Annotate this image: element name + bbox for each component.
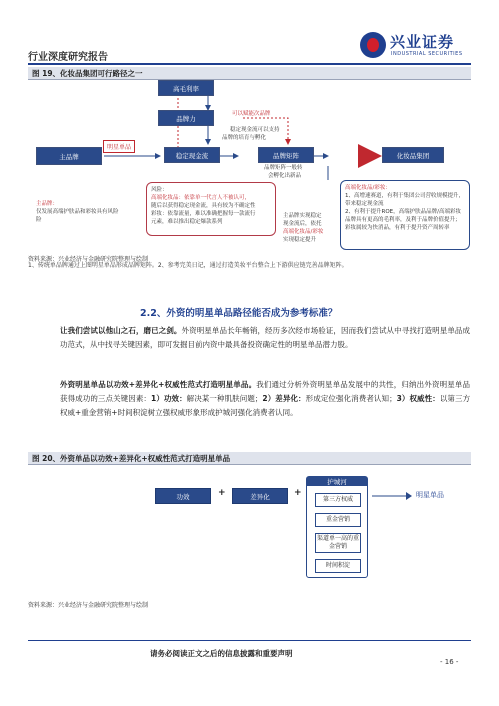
moat-item: 时间积淀 xyxy=(315,559,361,573)
main-brand-note-desc1: 仅发展高端护肤品和彩妆具有风险 xyxy=(36,209,119,215)
note1 xyxy=(28,262,471,270)
moat-group xyxy=(306,476,368,578)
box-brand-matrix: 品牌矩阵 xyxy=(258,147,314,163)
moat-item: 重金营销 xyxy=(315,513,361,527)
main-brand-note-title: 主品牌： xyxy=(36,201,59,207)
risk-line3: 彩妆：依靠流量，难以准确把握每一款流行 xyxy=(151,211,256,217)
risk-title: 风险： xyxy=(151,187,168,193)
moat-item: 渠道单一高的重金营销 xyxy=(315,533,361,553)
risk-line4: 元素，难以推出稳定爆款系列 xyxy=(151,219,223,225)
right-box-line1: 1、高增速赛道，有利于集团公司营收规模提升，带来稳定现金流 xyxy=(345,193,465,207)
note-cash-support: 稳定现金流可以支持 xyxy=(230,127,280,133)
paragraph-2 xyxy=(60,378,470,420)
right-box xyxy=(340,180,470,250)
para2-lead: 外资明星单品以功效+差异化+权威性范式打造明星单品。 xyxy=(60,380,257,389)
header-divider xyxy=(28,63,471,65)
page-number: - 16 - xyxy=(440,658,459,666)
risk-line2: 随后以获得稳定现金流，具有较为不确定性 xyxy=(151,203,256,209)
note1-text: 1、传统单品牌通过上图明星单品形成品牌矩阵。2、参考完美日记，通过打造美妆平台整合上下游供应链完善品牌矩阵。 xyxy=(28,262,348,269)
box-efficacy: 功效 xyxy=(155,488,211,504)
box-main-brand: 主品牌 xyxy=(36,147,102,165)
box-group: 化妆品集团 xyxy=(382,147,444,163)
figure20-caption: 图 20、外资单品以功效+差异化+权威性范式打造明星单品 xyxy=(28,452,471,465)
result-label: 明星单品 xyxy=(416,491,444,499)
note-boost: 可以赋能次品牌 xyxy=(232,111,271,117)
paragraph-1 xyxy=(60,324,470,352)
para2-k3: 3）权威性： xyxy=(396,394,440,403)
section-title: 2.2、外资的明星单品路径能否成为参考标准？ xyxy=(140,308,338,319)
report-type: 行业深度研究报告 xyxy=(28,52,108,63)
source1: 资料来源：兴业经济与金融研究院整理与绘制 xyxy=(28,256,149,263)
footer-disclaimer: 请务必阅读正文之后的信息披露和重要声明 xyxy=(150,649,293,658)
para1-lead: 让我们尝试以他山之石，磨已之剑。 xyxy=(60,326,182,335)
source2: 资料来源：兴业经济与金融研究院整理与绘制 xyxy=(28,602,149,609)
box-stable-cash: 稳定现金流 xyxy=(164,147,220,163)
arrow-to-result xyxy=(370,490,414,502)
footer-divider xyxy=(28,640,471,641)
matrix-note2: 现金流后，依托 xyxy=(283,221,322,227)
moat-title: 护城河 xyxy=(307,477,367,486)
label-star-product: 明星单品 xyxy=(103,140,135,153)
para1-body: 外资明星单品长年畅销，经历多次经市场验证，因而我们尝试从中寻找打造明星单品成功范式，从中找寻关键因素，即可发掘目前内资中最具备投资确定性的明星单品潜力股。 xyxy=(60,326,471,349)
logo-en-text: INDUSTRIAL SECURITIES xyxy=(391,51,463,57)
brand-logo xyxy=(360,30,470,64)
risk-box xyxy=(146,182,276,236)
para2-k1-desc: 解决某一种肌肤问题； xyxy=(186,394,263,403)
note-matrix2: 会孵化出新品 xyxy=(268,173,302,179)
para2-k1: 1）功效： xyxy=(151,394,187,403)
moat-item: 第三方权威 xyxy=(315,493,361,507)
box-high-margin: 高毛利率 xyxy=(158,80,214,96)
matrix-note4: 实现稳定提升 xyxy=(283,237,317,243)
logo-cn-text: 兴业证券 xyxy=(390,33,455,51)
matrix-note3: 高端化妆品/彩妆 xyxy=(283,229,324,235)
main-brand-note xyxy=(36,200,140,224)
para2-k3-desc: 以第三方权威+重金营销+时间积淀树立强权威形象形成护城河强化消费者认同。 xyxy=(60,394,471,417)
right-box-title: 高端化妆品/彩妆： xyxy=(345,185,391,191)
main-brand-note-desc2: 险 xyxy=(36,217,42,223)
matrix-note xyxy=(283,212,338,244)
box-differentiation: 差异化 xyxy=(232,488,288,504)
plus-2: + xyxy=(294,488,302,498)
logo-mark-icon xyxy=(360,32,386,58)
figure19-caption: 图 19、化妆品集团可行路径之一 xyxy=(28,67,471,80)
note-cash-support2: 品牌的培育与孵化 xyxy=(222,135,267,141)
note-matrix1: 品牌矩阵一般转 xyxy=(264,165,303,171)
right-box-line2: 2、有利于提升ROE，高端护肤品品牌/高端彩妆品牌具有更高的毛利率，及利于品牌价值提升；彩妆属较为快消品，有利于提升资产周转率 xyxy=(345,209,461,231)
para2-body1: 我们通过分析外资明星单品发展中的共性，归纳出外资明星单品获得成功的三点关键因素： xyxy=(60,380,470,403)
risk-line1: 高端化妆品：依靠单一代言人不被认可， xyxy=(151,195,251,201)
para2-k2: 2）差异化： xyxy=(262,394,306,403)
box-brand-power: 品牌力 xyxy=(158,110,214,126)
para2-k2-desc: 形成定位强化消费者认知； xyxy=(305,394,397,403)
matrix-note1: 主品牌实现稳定 xyxy=(283,213,322,219)
plus-1: + xyxy=(218,488,226,498)
